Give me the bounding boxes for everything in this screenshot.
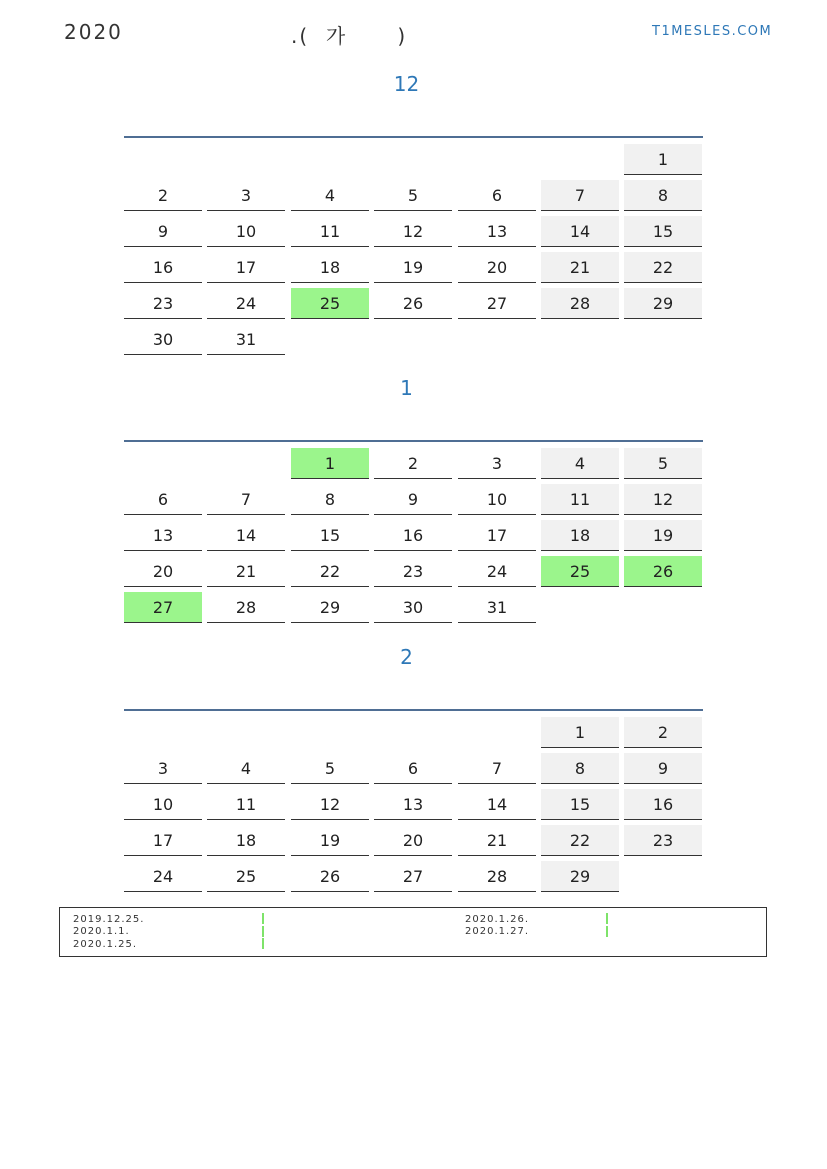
- calendar-day: 21: [458, 825, 536, 856]
- calendar-day: 19: [291, 825, 369, 856]
- calendar-day: 4: [291, 180, 369, 211]
- legend-holiday-mark: [262, 913, 264, 924]
- calendar-day: 17: [207, 252, 285, 283]
- calendar-day: 3: [207, 180, 285, 211]
- legend-item: 2020.1.26.: [465, 914, 530, 925]
- calendar-day: 20: [458, 252, 536, 283]
- calendar-day: 18: [207, 825, 285, 856]
- calendar-day: 14: [207, 520, 285, 551]
- calendar-day: 9: [624, 753, 702, 784]
- calendar-day: 8: [541, 753, 619, 784]
- calendar-day: 10: [207, 216, 285, 247]
- calendar-day: 7: [207, 484, 285, 515]
- calendar-day: 25: [291, 288, 369, 319]
- month-rule: [124, 440, 703, 442]
- calendar-day: 4: [207, 753, 285, 784]
- legend-item: 2020.1.25.: [73, 939, 138, 950]
- calendar-day: 27: [458, 288, 536, 319]
- calendar-day: 1: [291, 448, 369, 479]
- calendar-day: 17: [124, 825, 202, 856]
- calendar-day: 4: [541, 448, 619, 479]
- calendar-day: 23: [624, 825, 702, 856]
- calendar-day: 6: [374, 753, 452, 784]
- calendar-day: 25: [541, 556, 619, 587]
- calendar-day: 16: [374, 520, 452, 551]
- calendar-day: 15: [541, 789, 619, 820]
- header-year: 2020: [64, 20, 123, 44]
- calendar-day: 18: [291, 252, 369, 283]
- calendar-day: 30: [124, 324, 202, 355]
- calendar-day: 11: [207, 789, 285, 820]
- calendar-day: 23: [124, 288, 202, 319]
- calendar-day: 30: [374, 592, 452, 623]
- calendar-day: 12: [291, 789, 369, 820]
- calendar-day: 20: [374, 825, 452, 856]
- month-rule: [124, 136, 703, 138]
- calendar-day: 26: [624, 556, 702, 587]
- month-rule: [124, 709, 703, 711]
- calendar-day: 26: [291, 861, 369, 892]
- calendar-day: 13: [458, 216, 536, 247]
- site-link[interactable]: T1MESLES.COM: [652, 24, 773, 39]
- calendar-day: 10: [458, 484, 536, 515]
- legend-item: 2020.1.1.: [73, 926, 130, 937]
- calendar-day: 24: [458, 556, 536, 587]
- calendar-day: 6: [458, 180, 536, 211]
- calendar-day: 5: [624, 448, 702, 479]
- calendar-day: 2: [124, 180, 202, 211]
- calendar-day: 5: [291, 753, 369, 784]
- calendar-day: 5: [374, 180, 452, 211]
- calendar-day: 22: [291, 556, 369, 587]
- calendar-day: 1: [541, 717, 619, 748]
- calendar-day: 15: [624, 216, 702, 247]
- month-title: 1: [400, 376, 413, 400]
- calendar-day: 2: [374, 448, 452, 479]
- calendar-day: 12: [624, 484, 702, 515]
- calendar-day: 24: [124, 861, 202, 892]
- month-title: 2: [400, 645, 413, 669]
- legend-item: 2020.1.27.: [465, 926, 530, 937]
- calendar-day: 20: [124, 556, 202, 587]
- calendar-day: 21: [207, 556, 285, 587]
- calendar-day: 31: [458, 592, 536, 623]
- calendar-day: 18: [541, 520, 619, 551]
- calendar-day: 2: [624, 717, 702, 748]
- calendar-day: 9: [124, 216, 202, 247]
- calendar-day: 21: [541, 252, 619, 283]
- calendar-day: 12: [374, 216, 452, 247]
- calendar-day: 29: [291, 592, 369, 623]
- calendar-day: 19: [624, 520, 702, 551]
- calendar-day: 22: [624, 252, 702, 283]
- calendar-day: 13: [374, 789, 452, 820]
- calendar-day: 15: [291, 520, 369, 551]
- calendar-day: 29: [541, 861, 619, 892]
- calendar-day: 22: [541, 825, 619, 856]
- calendar-day: 16: [624, 789, 702, 820]
- calendar-day: 7: [458, 753, 536, 784]
- calendar-day: 26: [374, 288, 452, 319]
- calendar-day: 6: [124, 484, 202, 515]
- holiday-legend: [59, 907, 767, 957]
- calendar-day: 10: [124, 789, 202, 820]
- calendar-day: 11: [291, 216, 369, 247]
- calendar-day: 28: [541, 288, 619, 319]
- calendar-day: 7: [541, 180, 619, 211]
- calendar-day: 27: [374, 861, 452, 892]
- calendar-day: 9: [374, 484, 452, 515]
- calendar-day: 1: [624, 144, 702, 175]
- legend-holiday-mark: [606, 913, 608, 924]
- calendar-day: 27: [124, 592, 202, 623]
- calendar-day: 3: [458, 448, 536, 479]
- calendar-day: 13: [124, 520, 202, 551]
- month-title: 12: [393, 72, 420, 96]
- calendar-day: 28: [207, 592, 285, 623]
- calendar-day: 8: [291, 484, 369, 515]
- calendar-day: 24: [207, 288, 285, 319]
- calendar-day: 19: [374, 252, 452, 283]
- calendar-day: 3: [124, 753, 202, 784]
- calendar-day: 28: [458, 861, 536, 892]
- header-title: .( 가 ): [291, 24, 408, 48]
- legend-holiday-mark: [262, 926, 264, 937]
- calendar-day: 29: [624, 288, 702, 319]
- calendar-day: 14: [541, 216, 619, 247]
- calendar-day: 8: [624, 180, 702, 211]
- legend-holiday-mark: [606, 926, 608, 937]
- legend-holiday-mark: [262, 938, 264, 949]
- calendar-day: 17: [458, 520, 536, 551]
- calendar-day: 31: [207, 324, 285, 355]
- legend-item: 2019.12.25.: [73, 914, 145, 925]
- calendar-day: 16: [124, 252, 202, 283]
- calendar-day: 23: [374, 556, 452, 587]
- calendar-day: 11: [541, 484, 619, 515]
- calendar-day: 25: [207, 861, 285, 892]
- calendar-day: 14: [458, 789, 536, 820]
